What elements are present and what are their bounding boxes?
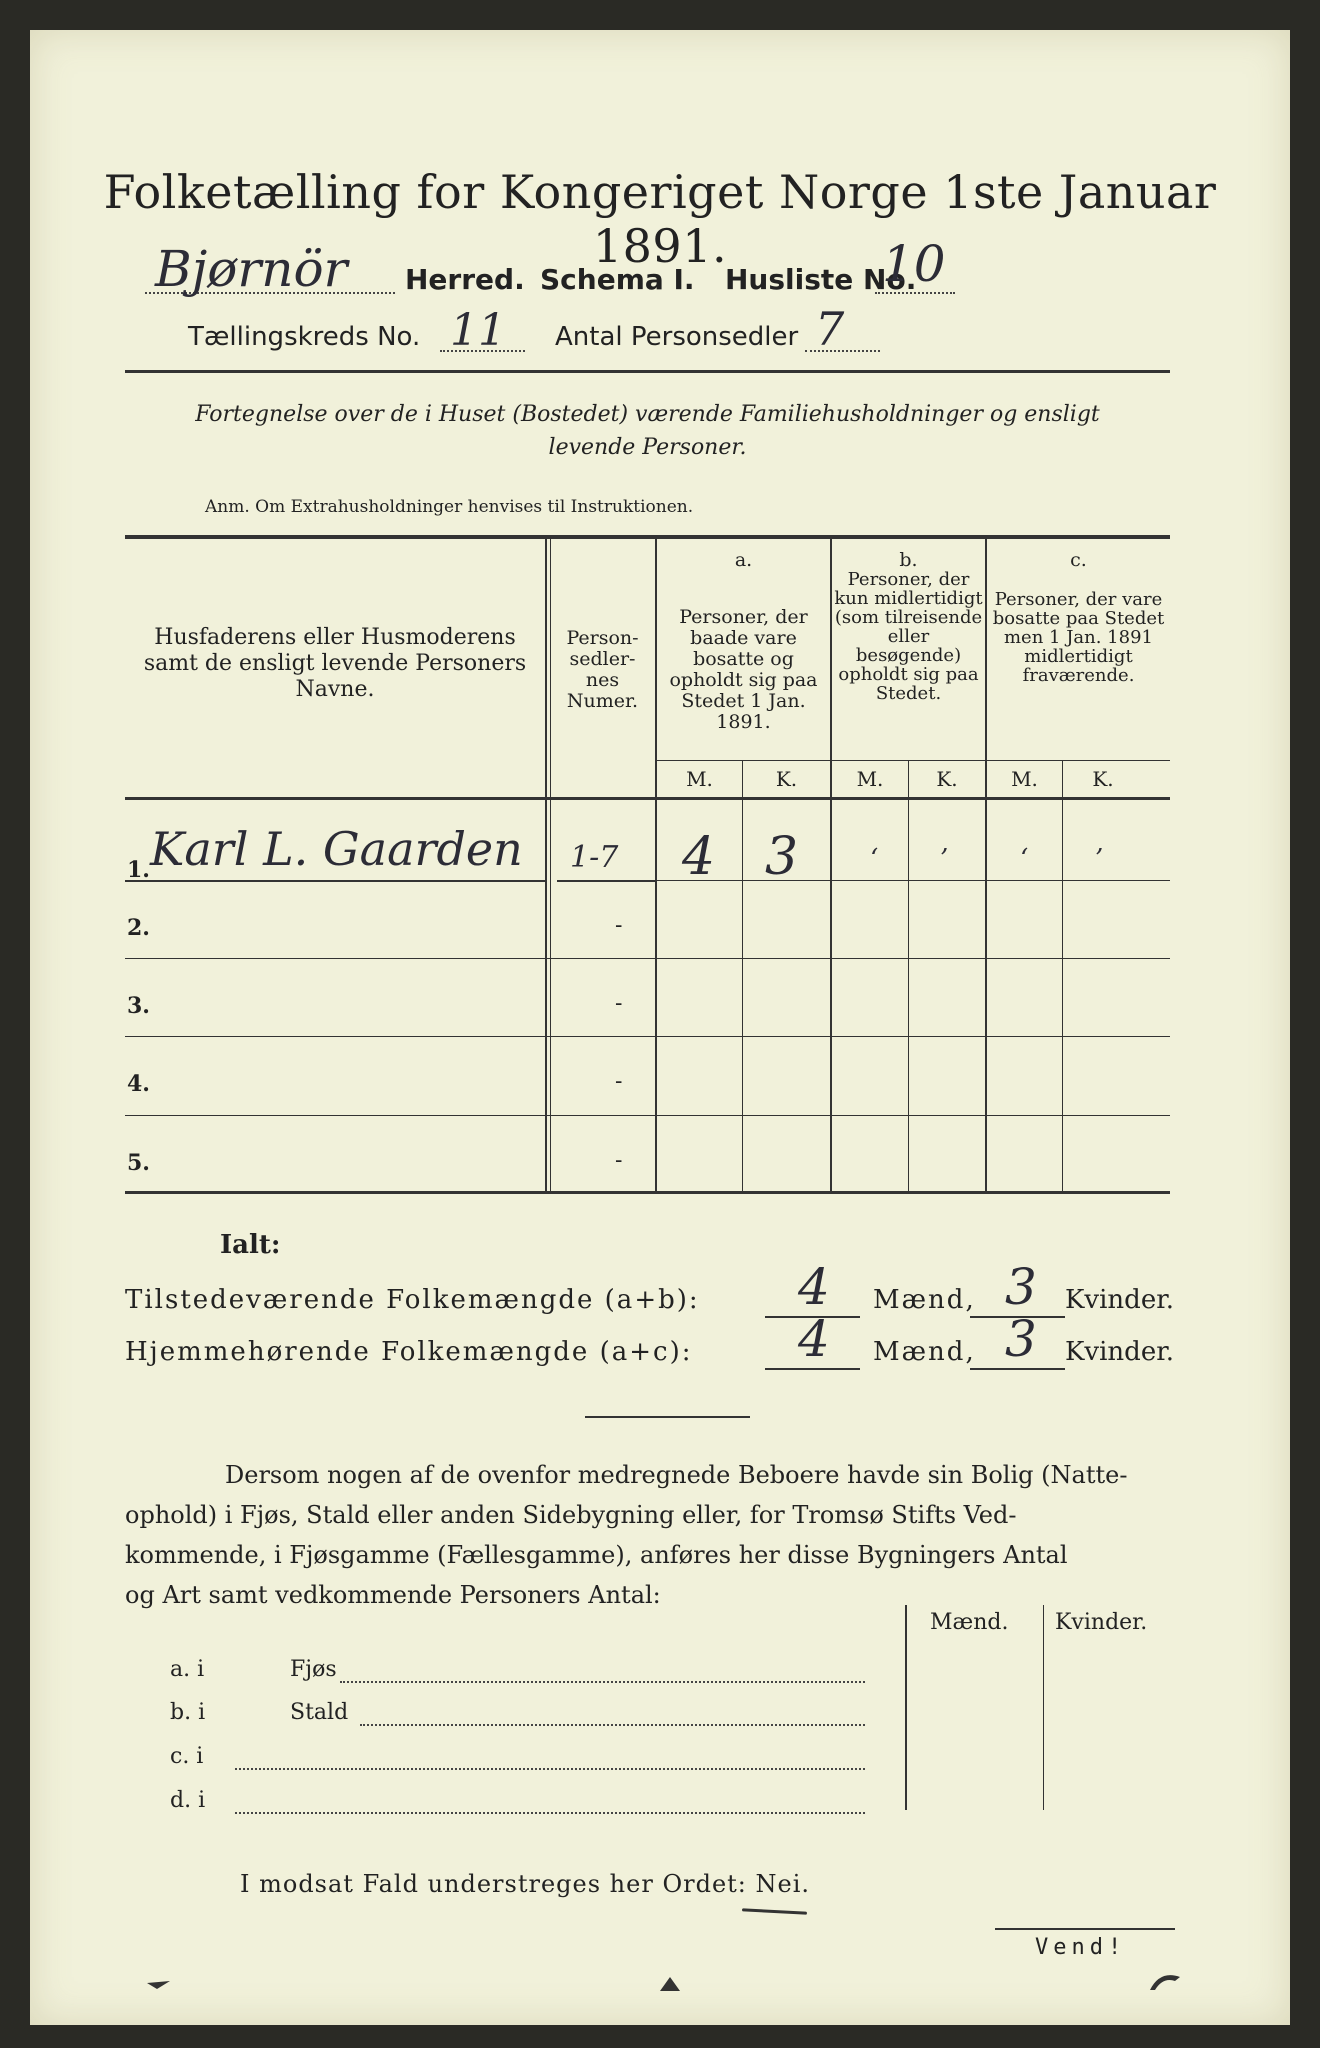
c-m-label: M. (1011, 767, 1038, 791)
bindery-mark-icon (1145, 1965, 1185, 1995)
husliste-label: Husliste No. (725, 263, 917, 296)
col-c-header: Personer, der vare bosatte paa Stedet men 1 Jan. 1891 midlertidigt fraværende. (992, 589, 1165, 686)
row-persnum: - (615, 1148, 623, 1173)
row-number: 2. (127, 915, 150, 941)
row-number: 3. (127, 993, 150, 1019)
hjemme-kvinder: Kvinder. (1065, 1337, 1175, 1367)
table-top-rule (125, 535, 1170, 539)
building-row-dots (360, 1724, 865, 1726)
schema-label: Schema I. (540, 263, 695, 296)
husliste-number: 10 (882, 235, 946, 293)
herred-name: Bjørnör (155, 240, 348, 298)
row-c-m: ‘ (1020, 844, 1029, 874)
buildings-paragraph-l4: og Art samt vedkommende Personers Antal: (125, 1581, 661, 1609)
building-row-label: Fjøs (290, 1657, 337, 1682)
row-a-m: 4 (682, 827, 716, 887)
tilstede-m: 4 (798, 1258, 830, 1316)
vend-label: Vend! (1035, 1935, 1127, 1960)
table-row (125, 822, 1170, 887)
row-b-k: ’ (940, 844, 949, 874)
intro-heading-line1: Fortegnelse over de i Huset (Bostedet) værende Familiehusholdninger og ensligt (195, 402, 1100, 427)
b-m-label: M. (856, 767, 884, 791)
col-a-header: Personer, der baade vare bosatte og opholdt sig paa Stedet 1 Jan. 1891. (669, 606, 818, 733)
buildings-maend-header: Mænd. (930, 1610, 1009, 1635)
kreds-label: Tællingskreds No. (188, 322, 421, 352)
tilstede-maend: Mænd, (873, 1285, 976, 1315)
mk-rule (655, 760, 1170, 761)
hjemme-m: 4 (798, 1310, 830, 1368)
building-row-dots (235, 1812, 865, 1814)
vend-rule (995, 1928, 1175, 1930)
buildings-paragraph-l2: ophold) i Fjøs, Stald eller anden Sidebygning eller, for Tromsø Stifts Ved- (125, 1501, 1017, 1529)
a-m-label: M. (686, 767, 713, 791)
col-c-letter: c. (1070, 549, 1087, 571)
row-persnum: - (615, 991, 623, 1016)
section-divider (585, 1416, 750, 1418)
modsat-line: I modsat Fald understreges her Ordet: Nei. (240, 1870, 811, 1898)
tilstede-label: Tilstedeværende Folkemængde (a+b): (125, 1285, 700, 1315)
col-b-letter: b. (899, 549, 918, 571)
col-name-header: Husfaderens eller Husmoderens samt de ensligt levende Personers Navne. (143, 625, 527, 702)
herred-label: Herred. (405, 263, 525, 296)
row-persnum: - (615, 1069, 623, 1094)
tilstede-k: 3 (1005, 1258, 1037, 1316)
row-b-m: ‘ (870, 844, 879, 874)
building-row-dots (340, 1681, 865, 1683)
building-row-dots (235, 1768, 865, 1770)
anm-note: Anm. Om Extrahusholdninger henvises til Instruktionen. (205, 497, 694, 517)
form-title: Folketælling for Kongeriget Norge 1ste Januar 1891. (103, 165, 1217, 273)
nei-underline (742, 1908, 807, 1914)
buildings-paragraph-l1: Dersom nogen af de ovenfor medregnede Beboere havde sin Bolig (Natte- (225, 1461, 1128, 1489)
c-k-label: K. (1092, 767, 1114, 791)
header-rule (125, 370, 1170, 373)
antal-value: 7 (815, 302, 845, 356)
building-row (170, 1700, 900, 1725)
row-persnum: - (615, 913, 623, 938)
hjemme-k-rule (970, 1368, 1065, 1370)
buildings-kvinder-header: Kvinder. (1055, 1610, 1148, 1635)
col-num-header: Person-sedler-nes Numer. (566, 627, 639, 712)
table-rows (30, 800, 1290, 1191)
building-row (170, 1657, 900, 1682)
buildings-vline1 (905, 1605, 907, 1810)
building-row (170, 1788, 900, 1813)
col-a-letter: a. (734, 549, 753, 571)
row-number: 1. (127, 857, 150, 883)
row-number: 5. (127, 1150, 150, 1176)
hjemme-m-rule (765, 1368, 860, 1370)
b-k-label: K. (936, 767, 958, 791)
row-a-k: 3 (765, 827, 799, 887)
building-row-letter: d. i (170, 1788, 206, 1813)
antal-label: Antal Personsedler (555, 322, 799, 352)
census-form (30, 30, 1290, 2025)
building-row-letter: a. i (170, 1657, 205, 1682)
row-c-k: ’ (1095, 844, 1104, 874)
hjemme-label: Hjemmehørende Folkemængde (a+c): (125, 1337, 693, 1367)
ialt-label: Ialt: (220, 1230, 281, 1260)
building-row-label: Stald (290, 1700, 349, 1725)
table-bottom-rule (125, 1191, 1170, 1194)
row-number: 4. (127, 1071, 150, 1097)
row-name: Karl L. Gaarden (150, 822, 523, 876)
buildings-vline2 (1043, 1605, 1044, 1810)
bindery-mark-icon (655, 1975, 685, 1995)
building-row (170, 1744, 900, 1769)
bindery-mark-icon (145, 1975, 175, 1995)
tilstede-kvinder: Kvinder. (1065, 1285, 1175, 1315)
buildings-paragraph-l3: kommende, i Fjøsgamme (Fællesgamme), anføres her disse Bygningers Antal (125, 1541, 1068, 1569)
hjemme-k: 3 (1005, 1310, 1037, 1368)
row-persnum: 1-7 (570, 840, 619, 875)
a-k-label: K. (775, 767, 798, 791)
intro-heading (125, 402, 1170, 460)
intro-heading-line2: levende Personer. (548, 435, 747, 460)
buildings-paragraph (125, 1455, 1175, 1615)
building-row-letter: c. i (170, 1744, 204, 1769)
col-b-header: Personer, der kun midlertidigt (som tilreisende eller besøgende) opholdt sig paa Stedet. (834, 569, 983, 704)
kreds-number: 11 (450, 305, 506, 356)
building-row-letter: b. i (170, 1700, 206, 1725)
hjemme-maend: Mænd, (873, 1337, 976, 1367)
